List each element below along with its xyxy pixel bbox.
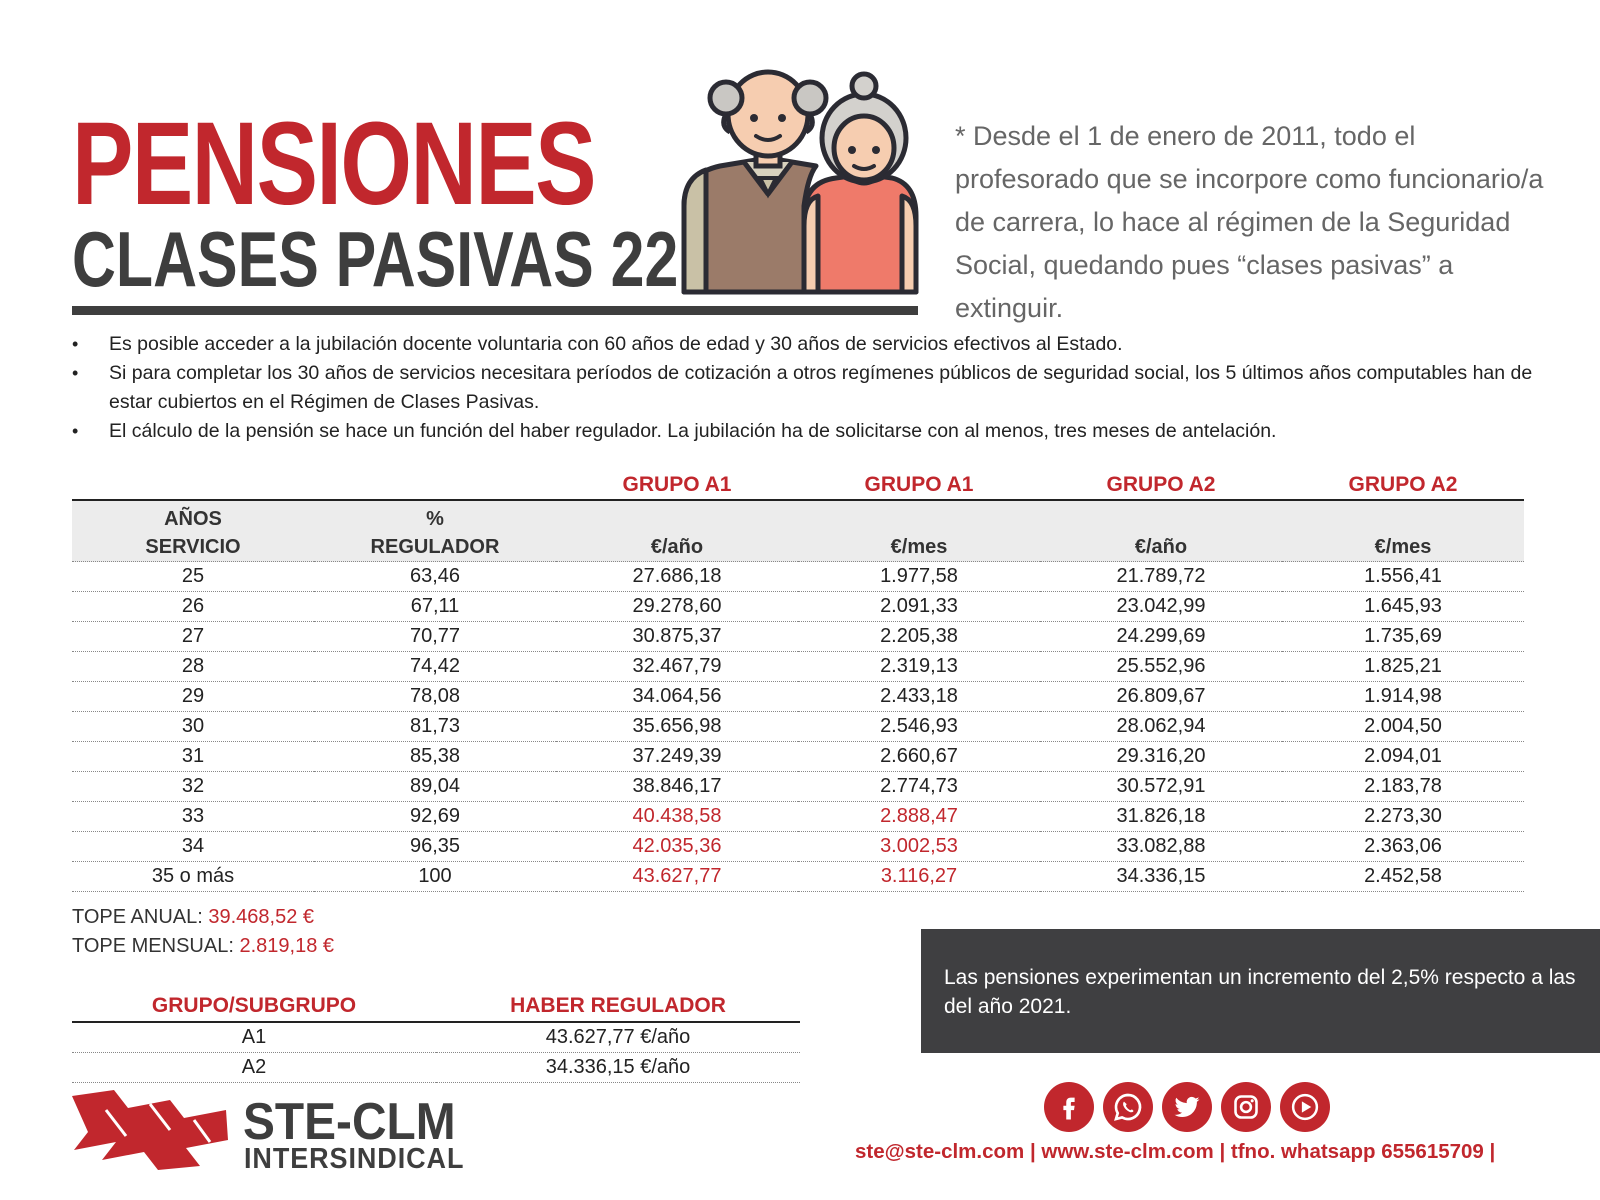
a2-monthly-cell: 2.452,58 (1282, 862, 1524, 892)
a1-annual-cell: 30.875,37 (556, 622, 798, 652)
a2-annual-cell: 34.336,15 (1040, 862, 1282, 892)
group-header-empty (72, 467, 314, 500)
a1-annual-cell: 32.467,79 (556, 652, 798, 682)
years-cell: 25 (72, 562, 314, 592)
twitter-icon[interactable] (1162, 1082, 1212, 1132)
a1-monthly-cell: 3.002,53 (798, 832, 1040, 862)
a1-monthly-cell: 2.546,93 (798, 712, 1040, 742)
a2-monthly-cell: 1.556,41 (1282, 562, 1524, 592)
a2-monthly-cell: 2.183,78 (1282, 772, 1524, 802)
a2-monthly-cell: 1.735,69 (1282, 622, 1524, 652)
pension-table-body (72, 562, 1524, 892)
a2-annual-cell: 21.789,72 (1040, 562, 1282, 592)
elderly-couple-icon (680, 66, 920, 296)
table-row (72, 742, 1524, 772)
percent-cell: 78,08 (314, 682, 556, 712)
a1-annual-cell: 29.278,60 (556, 592, 798, 622)
side-note: * Desde el 1 de enero de 2011, todo el profesorado que se incorpore como funcionario/a de carrera, lo hace al régimen de la Seguridad Social, quedando pues “clases pasivas” a extinguir. (955, 121, 1544, 323)
group-header-empty (314, 467, 556, 500)
column-header-unit: €/mes (1282, 500, 1524, 562)
a2-monthly-cell: 2.363,06 (1282, 832, 1524, 862)
a1-monthly-cell: 3.116,27 (798, 862, 1040, 892)
years-cell: 31 (72, 742, 314, 772)
group-cell: A2 (72, 1053, 436, 1083)
percent-cell: 67,11 (314, 592, 556, 622)
column-header-years: AÑOS SERVICIO (72, 500, 314, 562)
page-subtitle: CLASES PASIVAS 22 (72, 215, 679, 303)
annual-cap: TOPE ANUAL: 39.468,52 € (72, 906, 315, 928)
percent-cell: 74,42 (314, 652, 556, 682)
a1-monthly-cell: 2.319,13 (798, 652, 1040, 682)
table-row (72, 1022, 800, 1053)
logo-subtitle: INTERSINDICAL (244, 1143, 465, 1175)
a1-annual-cell: 27.686,18 (556, 562, 798, 592)
increment-notice: Las pensiones experimentan un incremento del 2,5% respecto a las del año 2021. (921, 929, 1600, 1053)
years-cell: 28 (72, 652, 314, 682)
percent-cell: 89,04 (314, 772, 556, 802)
a2-monthly-cell: 2.273,30 (1282, 802, 1524, 832)
years-cell: 27 (72, 622, 314, 652)
a1-monthly-cell: 1.977,58 (798, 562, 1040, 592)
ste-flag-icon (70, 1090, 230, 1170)
pension-caps (72, 903, 334, 961)
a1-annual-cell: 40.438,58 (556, 802, 798, 832)
a2-monthly-cell: 2.094,01 (1282, 742, 1524, 772)
column-header-unit: €/año (1040, 500, 1282, 562)
column-header-group: GRUPO/SUBGRUPO (72, 988, 436, 1022)
facebook-icon[interactable] (1044, 1082, 1094, 1132)
years-cell: 30 (72, 712, 314, 742)
bullet-item: • Es posible acceder a la jubilación docente voluntaria con 60 años de edad y 30 años de servicios efectivos al Estado. (72, 330, 1542, 359)
percent-cell: 96,35 (314, 832, 556, 862)
table-row (72, 772, 1524, 802)
table-row (72, 622, 1524, 652)
table-row (72, 652, 1524, 682)
table-row (72, 682, 1524, 712)
years-cell: 34 (72, 832, 314, 862)
a2-annual-cell: 33.082,88 (1040, 832, 1282, 862)
bullet-item: • Si para completar los 30 años de servicios necesitara períodos de cotización a otros regímenes públicos de seguridad social, los 5 últimos años computables han de estar cubiertos en el Régimen de Clases Pasivas. (72, 359, 1542, 417)
table-row (72, 1053, 800, 1083)
a2-monthly-cell: 2.004,50 (1282, 712, 1524, 742)
group-header: GRUPO A2 (1282, 467, 1524, 500)
info-bullets (72, 330, 1542, 446)
percent-cell: 81,73 (314, 712, 556, 742)
column-header-percent: % REGULADOR (314, 500, 556, 562)
group-header: GRUPO A2 (1040, 467, 1282, 500)
a2-annual-cell: 30.572,91 (1040, 772, 1282, 802)
years-cell: 26 (72, 592, 314, 622)
contact-info[interactable]: ste@ste-clm.com | www.ste-clm.com | tfno. whatsapp 655615709 | (855, 1140, 1496, 1163)
haber-regulador-table (72, 988, 800, 1083)
a1-monthly-cell: 2.205,38 (798, 622, 1040, 652)
a2-annual-cell: 28.062,94 (1040, 712, 1282, 742)
a1-annual-cell: 34.064,56 (556, 682, 798, 712)
annual-cap-value: 39.468,52 € (208, 906, 315, 928)
bullet-item: • El cálculo de la pensión se hace un función del haber regulador. La jubilación ha de solicitarse con al menos, tres meses de antelación. (72, 417, 1542, 446)
a2-annual-cell: 31.826,18 (1040, 802, 1282, 832)
table-row (72, 832, 1524, 862)
table-row (72, 712, 1524, 742)
percent-cell: 63,46 (314, 562, 556, 592)
a1-annual-cell: 42.035,36 (556, 832, 798, 862)
page-title: PENSIONES (72, 98, 596, 230)
monthly-cap-value: 2.819,18 € (239, 935, 334, 957)
table-row (72, 562, 1524, 592)
pension-table (72, 467, 1524, 892)
a1-annual-cell: 35.656,98 (556, 712, 798, 742)
a2-annual-cell: 23.042,99 (1040, 592, 1282, 622)
title-divider (72, 306, 918, 315)
haber-cell: 34.336,15 €/año (436, 1053, 800, 1083)
monthly-cap: TOPE MENSUAL: 2.819,18 € (72, 935, 334, 957)
percent-cell: 92,69 (314, 802, 556, 832)
logo-name: STE-CLM (243, 1093, 456, 1151)
a2-monthly-cell: 1.914,98 (1282, 682, 1524, 712)
table-row (72, 802, 1524, 832)
whatsapp-icon[interactable] (1103, 1082, 1153, 1132)
table-row (72, 592, 1524, 622)
a1-monthly-cell: 2.433,18 (798, 682, 1040, 712)
a2-annual-cell: 26.809,67 (1040, 682, 1282, 712)
youtube-icon[interactable] (1280, 1082, 1330, 1132)
a1-annual-cell: 38.846,17 (556, 772, 798, 802)
a2-annual-cell: 29.316,20 (1040, 742, 1282, 772)
a2-annual-cell: 24.299,69 (1040, 622, 1282, 652)
group-header: GRUPO A1 (798, 467, 1040, 500)
group-cell: A1 (72, 1022, 436, 1053)
a1-annual-cell: 43.627,77 (556, 862, 798, 892)
a1-monthly-cell: 2.888,47 (798, 802, 1040, 832)
years-cell: 33 (72, 802, 314, 832)
column-header-unit: €/año (556, 500, 798, 562)
column-header-haber: HABER REGULADOR (436, 988, 800, 1022)
a2-monthly-cell: 1.825,21 (1282, 652, 1524, 682)
instagram-icon[interactable] (1221, 1082, 1271, 1132)
a1-monthly-cell: 2.774,73 (798, 772, 1040, 802)
years-cell: 35 o más (72, 862, 314, 892)
column-header-unit: €/mes (798, 500, 1040, 562)
percent-cell: 70,77 (314, 622, 556, 652)
years-cell: 29 (72, 682, 314, 712)
years-cell: 32 (72, 772, 314, 802)
social-links (1044, 1082, 1330, 1132)
percent-cell: 85,38 (314, 742, 556, 772)
haber-cell: 43.627,77 €/año (436, 1022, 800, 1053)
a1-monthly-cell: 2.091,33 (798, 592, 1040, 622)
a1-monthly-cell: 2.660,67 (798, 742, 1040, 772)
table-row (72, 862, 1524, 892)
a2-annual-cell: 25.552,96 (1040, 652, 1282, 682)
a2-monthly-cell: 1.645,93 (1282, 592, 1524, 622)
percent-cell: 100 (314, 862, 556, 892)
a1-annual-cell: 37.249,39 (556, 742, 798, 772)
group-header: GRUPO A1 (556, 467, 798, 500)
